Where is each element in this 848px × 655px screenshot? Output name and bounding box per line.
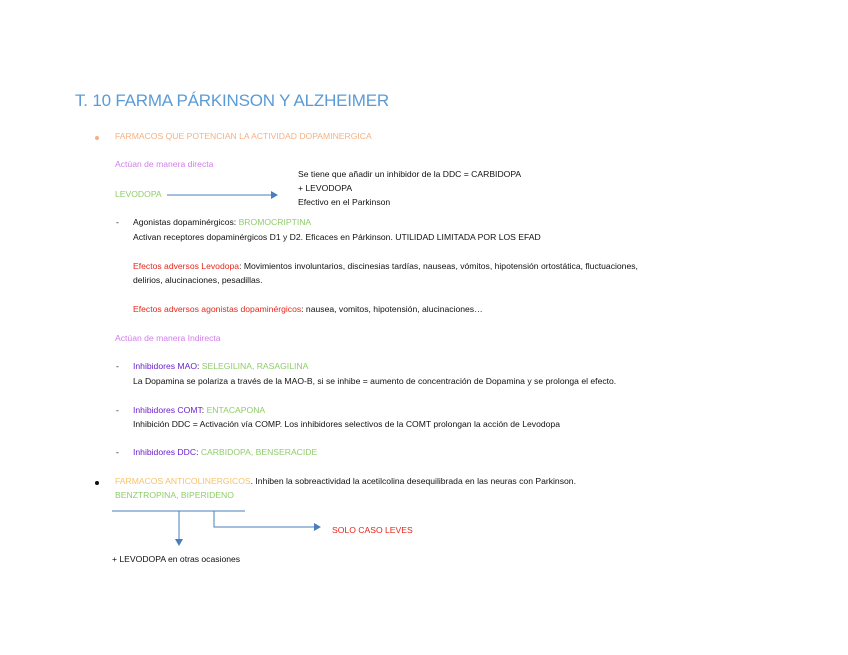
solo-caso-leves: SOLO CASO LEVES	[332, 525, 413, 535]
comt-line: Inhibidores COMT: ENTACAPONA	[133, 405, 266, 415]
list-dash: -	[116, 361, 119, 371]
levodopa-otras-ocasiones: + LEVODOPA en otras ocasiones	[112, 554, 241, 564]
comt-desc: Inhibición DDC = Activación vía COMP. Los inhibidores selectivos de la COMT prolongan la acción de Levodopa	[133, 419, 560, 429]
direct-label: Actúan de manera directa	[115, 159, 214, 169]
levodopa-label: LEVODOPA	[115, 189, 162, 199]
agonists-label: Agonistas dopaminérgicos:	[133, 217, 239, 227]
list-dash: -	[116, 405, 119, 415]
levodopa-note-1: Se tiene que añadir un inhibidor de la DDC = CARBIDOPA	[298, 169, 522, 179]
ddc-line: Inhibidores DDC: CARBIDOPA, BENSERACIDE	[133, 447, 318, 457]
section2-desc: . Inhiben la sobreactividad la acetilcolina desequilibrada en las neuras con Parkinson.	[250, 476, 576, 486]
section2-heading: FARMACOS ANTICOLINERGICOS	[115, 476, 251, 486]
adverse-levodopa-line2: delirios, alucinaciones, pesadillas.	[133, 275, 263, 285]
mao-label: Inhibidores MAO	[133, 361, 198, 371]
ddc-label: Inhibidores DDC	[133, 447, 197, 457]
page-title: T. 10 FARMA PÁRKINSON Y ALZHEIMER	[75, 91, 389, 110]
levodopa-note-2: + LEVODOPA	[298, 183, 353, 193]
agonists-desc: Activan receptores dopaminérgicos D1 y D2. Eficaces en Párkinson. UTILIDAD LIMITADA POR LOS EFAD	[133, 232, 541, 242]
list-dash: -	[116, 447, 119, 457]
mao-drugs: SELEGILINA, RASAGILINA	[201, 361, 309, 371]
mao-line: Inhibidores MAO: SELEGILINA, RASAGILINA	[133, 361, 309, 371]
ddc-drugs: CARBIDOPA, BENSERACIDE	[200, 447, 318, 457]
agonists-drug: BROMOCRIPTINA	[238, 217, 312, 227]
right-elbow-arrow	[214, 511, 320, 527]
adverse-levodopa-text: : Movimientos involuntarios, discinesias tardías, nauseas, vómitos, hipotensión ortostática, fluctuaciones,	[239, 261, 638, 271]
section2-drugs: BENZTROPINA, BIPERIDENO	[115, 490, 234, 500]
mao-desc: La Dopamina se polariza a través de la MAO-B, si se inhibe = aumento de concentración de Dopamina y se prolonga el efecto.	[133, 376, 617, 386]
comt-label: Inhibidores COMT	[133, 405, 202, 415]
list-dash: -	[116, 217, 119, 227]
adverse-levodopa-label: Efectos adversos Levodopa	[133, 261, 240, 271]
adverse-agonists-label: Efectos adversos agonistas dopaminérgicos	[133, 304, 302, 314]
indirect-label: Actúan de manera Indirecta	[115, 333, 221, 343]
comt-drugs: ENTACAPONA	[206, 405, 266, 415]
levodopa-note-3: Efectivo en el Parkinson	[298, 197, 391, 207]
adverse-agonists-text: : nausea, vomitos, hipotensión, alucinaciones…	[301, 304, 483, 314]
section1-heading: FARMACOS QUE POTENCIAN LA ACTIVIDAD DOPAMINERGICA	[115, 131, 372, 141]
